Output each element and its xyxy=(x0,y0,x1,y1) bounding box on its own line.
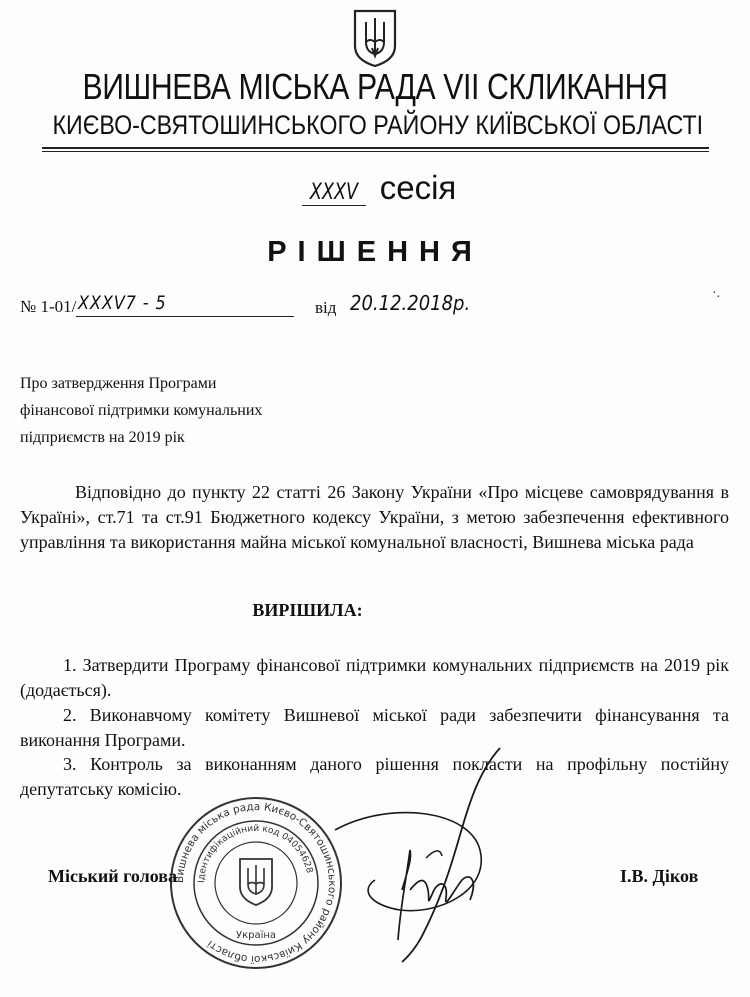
registration-number-field xyxy=(76,292,294,317)
subject-line-3: підприємств на 2019 рік xyxy=(20,429,185,446)
handwritten-signature xyxy=(330,740,580,970)
signatory-position: Міський голова xyxy=(48,866,177,886)
registration-number-prefix: № 1-01/ xyxy=(20,297,77,316)
session-label: сесія xyxy=(379,169,457,206)
preamble-paragraph: Відповідно до пункту 22 статті 26 Закону України «Про місцеве самоврядування в Україні», ст.71 та ст.91 Бюджетного кодексу України, з метою забезпечення ефективного управління та використання майна міської комунальної власності, Вишнева міська рада xyxy=(20,482,729,552)
date-label: від xyxy=(315,298,337,317)
resolution-item: 1. Затвердити Програму фінансової підтримки комунальних підприємств на 2019 рік (додається). xyxy=(20,655,729,700)
seal-emblem-icon xyxy=(240,859,272,905)
header-rule xyxy=(42,147,709,149)
header-rule-thin xyxy=(42,151,709,152)
resolution-item: 3. Контроль за виконанням даного рішення покласти на профільну постійну депутатську комісію. xyxy=(20,754,729,799)
resolution-item: 2. Виконавчому комітету Вишневої міської ради забезпечити фінансування та виконання Програми. xyxy=(20,705,729,750)
coat-of-arms-icon xyxy=(352,8,398,68)
session-number: XXXV xyxy=(302,180,366,206)
registration-date-handwritten: 20.12.2018р. xyxy=(350,291,471,315)
session-line xyxy=(0,169,750,207)
council-name: ВИШНЕВА МІСЬКА РАДА VII СКЛИКАННЯ xyxy=(82,66,668,107)
resolved-heading: ВИРІШИЛА: xyxy=(252,600,363,620)
signatory-name: І.В. Діков xyxy=(620,866,699,886)
subject-line-1: Про затвердження Програми xyxy=(20,375,217,392)
document-type: РІШЕННЯ xyxy=(267,236,483,268)
seal-inner-text: Ідентифікаційний код 04054628 xyxy=(196,823,315,884)
seal-outer-text: Вишнева міська рада Києво-Святошинського району Київської області xyxy=(173,800,339,966)
subject-line-2: фінансової підтримки комунальних xyxy=(20,402,263,419)
registration-number-handwritten: XXXV7 - 5 xyxy=(78,292,167,314)
seal-country-text: Україна xyxy=(235,930,277,941)
scan-speck: ·. xyxy=(712,286,721,301)
council-region: КИЄВО-СВЯТОШИНСЬКОГО РАЙОНУ КИЇВСЬКОЇ ОБЛАСТІ xyxy=(52,110,704,140)
official-seal xyxy=(168,795,344,971)
